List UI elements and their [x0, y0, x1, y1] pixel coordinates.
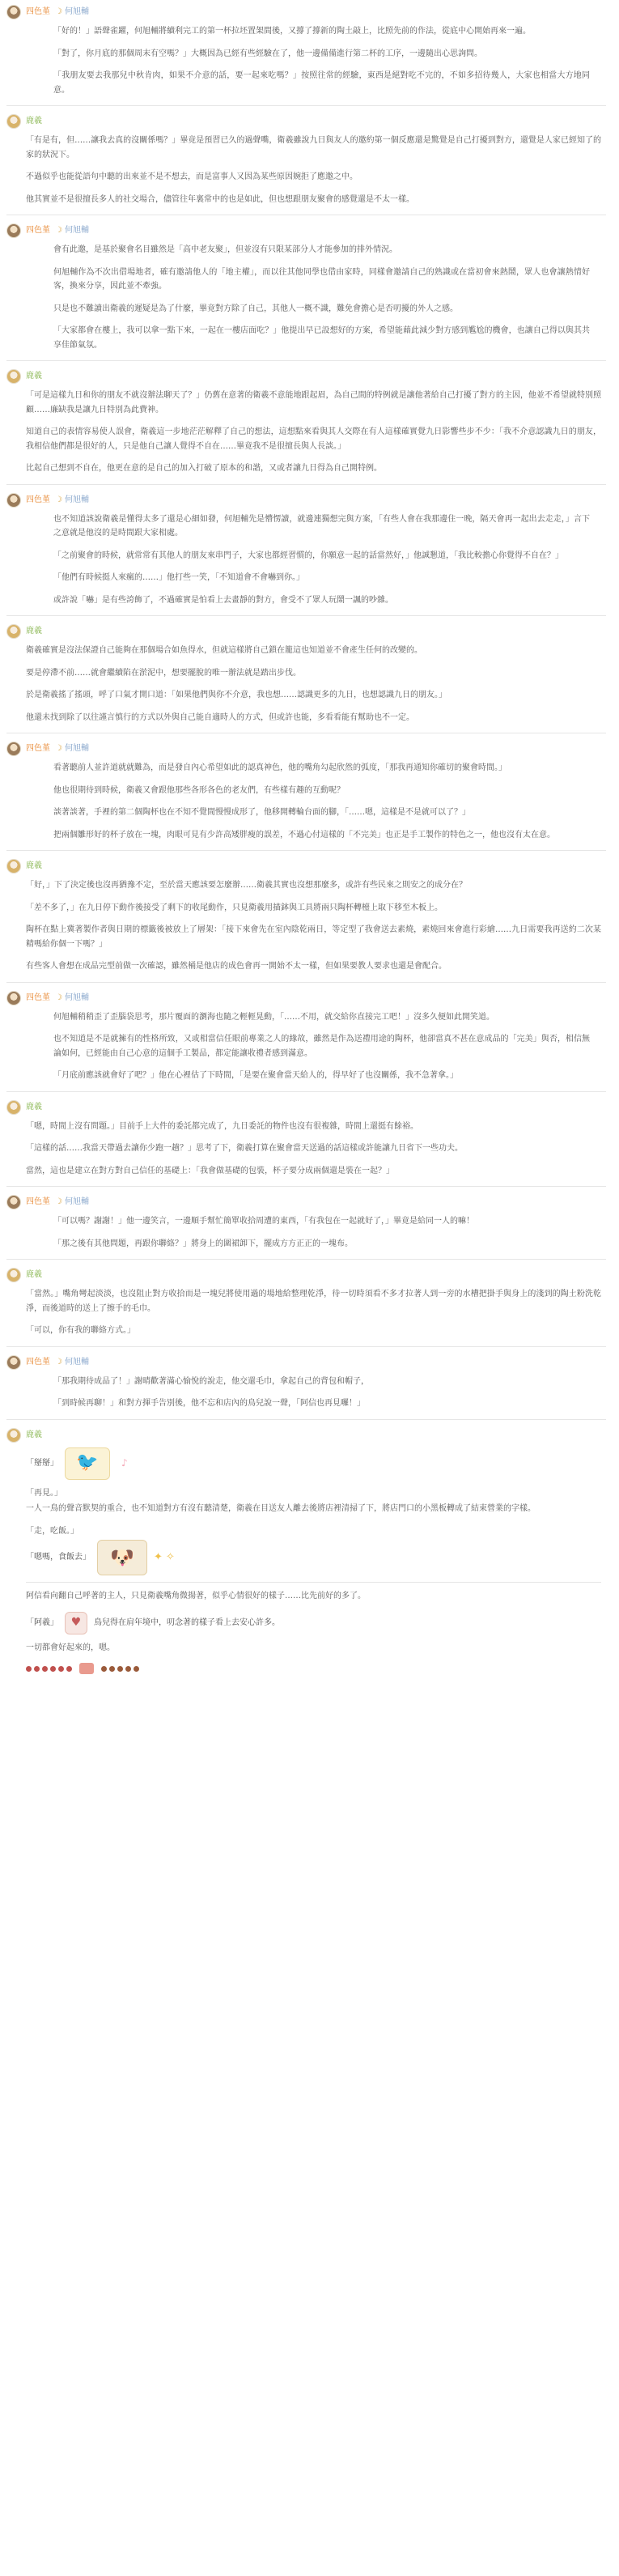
- dog-sticker-icon: 🐶: [97, 1540, 147, 1575]
- divider: [6, 1091, 606, 1092]
- post-paragraph: 「到時候再聊！」和對方揮手告別後，他不忘和店內的鳥兒說一聲，「阿信也再見囉！」: [53, 1399, 365, 1408]
- partner-name[interactable]: 何旭輔: [64, 1197, 89, 1207]
- post-paragraph: 「可是這樣九日和你的朋友不就沒辦法聊天了？」仍舊在意著的衛羲不意能地跟起眉，為自己間的特例就是讓他著給自己打擾了對方的主因，他並不希望就特別照顧……廉缺我是讓九日特別為此費神。: [26, 391, 601, 414]
- moon-icon: ☽: [55, 495, 62, 504]
- avatar[interactable]: [6, 493, 21, 508]
- post-paragraph: 「大家都會在樓上，我可以拿一點下來，一起在一樓店面吃？」他提出早已設想好的方案，希望能藉此減少對方感到尷尬的機會，也讓自己得以與其共享佳節氣氛。: [53, 326, 590, 350]
- post-paragraph: 會有此邀，是基於聚會名目雖然是「高中老友聚」，但並沒有只限某部分人才能參加的排外情況。: [53, 245, 397, 254]
- post: [6, 1193, 606, 1260]
- post-body: [6, 1447, 606, 1675]
- post-header: [6, 113, 606, 130]
- avatar[interactable]: [6, 5, 21, 19]
- avatar[interactable]: [6, 223, 21, 238]
- post-paragraph: 或許說「嚇」是有些誇飾了，不過確實是怕看上去畫靜的對方，會受不了眾人玩鬧一諷的吵雜。: [53, 595, 393, 605]
- music-note-icon: ♪: [121, 1457, 128, 1469]
- post-paragraph: 「他們有時候挺人來瘋的……」他打些一笑，「不知道會不會嚇到你。」: [53, 573, 304, 582]
- narration-paragraph: 阿信看向翻自己呼著的主人，只見衛羲嘴角微揚著，似乎心情很好的樣子……比先前好的多了。: [26, 1592, 366, 1600]
- post-paragraph: 比起自己想到不自在，他更在意的是自己的加入打破了原本的和諧，又或者讓九日得為自己開特例。: [26, 464, 382, 473]
- post-body: [6, 1375, 606, 1411]
- heart-icon: [66, 1666, 72, 1672]
- partner-name[interactable]: 何旭輔: [64, 495, 89, 504]
- post-paragraph: 有些客人會想在成品完型前做一次確認，雖然桶是他店的成色會再一開始不太一樣，但如果要教人要求也還是會配合。: [26, 962, 447, 971]
- post: [6, 3, 606, 106]
- author-name[interactable]: 四色堇: [26, 226, 50, 236]
- post-paragraph: 「那我期待成品了！」謝晴歡著滿心愉悅的說走，他交還毛巾，拿起自己的背包和帽子，: [53, 1376, 369, 1386]
- post: [6, 222, 606, 361]
- post: [6, 857, 606, 983]
- moon-icon: ☽: [55, 1197, 62, 1207]
- avatar[interactable]: [6, 114, 21, 129]
- post-header: [6, 623, 606, 640]
- post-paragraph: 「有是有，但……讓我去真的沒關係嗎？」畢竟是預習已久的過聲嘴，衛羲雖說九日與友人的邀約第一個反應還是驚覺是自己打擾到對方，還覺是人家已經知了的家的狀況下。: [26, 136, 601, 159]
- divider: [6, 1259, 606, 1260]
- emoji-row: [26, 1663, 601, 1674]
- post-list: [6, 3, 606, 1420]
- divider: [26, 1582, 601, 1583]
- avatar[interactable]: [6, 369, 21, 384]
- avatar[interactable]: [6, 1355, 21, 1370]
- post-header: [6, 857, 606, 875]
- dialogue-line: 「再見。」: [26, 1488, 62, 1498]
- divider: [6, 105, 606, 106]
- author-name[interactable]: 鹿羲: [26, 1102, 42, 1112]
- post-header: [6, 1354, 606, 1371]
- post: [6, 1099, 606, 1188]
- post-header: [6, 1266, 606, 1284]
- avatar[interactable]: [6, 624, 21, 639]
- post: [6, 740, 606, 851]
- post-paragraph: 看著聽前人並許道就就難為，而是發自內心希望如此的認真神色，他的嘴角勾起欣然的弧度，「那我再通知你確切的聚會時間。」: [53, 763, 507, 772]
- post-paragraph: 「可以嗎？謝謝！」他一邊笑言，一邊順手幫忙簡單收拾周遭的東西，「有我包在一起就好了，」畢竟是給同一人的嘛！: [53, 1217, 474, 1226]
- post-header: [6, 368, 606, 385]
- author-name[interactable]: 鹿羲: [26, 861, 42, 871]
- dialogue-line: 「掰掰」: [26, 1458, 58, 1468]
- heart-icon: [101, 1666, 107, 1672]
- post: [6, 113, 606, 215]
- heart-icon: [117, 1666, 123, 1672]
- post-header: [6, 222, 606, 240]
- partner-name[interactable]: 何旭輔: [64, 993, 89, 1002]
- post-body: [6, 243, 606, 352]
- divider: [6, 982, 606, 983]
- post-paragraph: 「對了，你月底的那個周末有空嗎？」大概因為已經有些經驗在了，他一邊備備進行第二杯的工序，一邊隨出心思詢問。: [53, 49, 482, 58]
- author-name[interactable]: 鹿羲: [26, 1270, 42, 1280]
- author-name[interactable]: 四色堇: [26, 495, 50, 504]
- dialogue-line: 「走，吃飯。」: [26, 1526, 78, 1536]
- avatar[interactable]: [6, 1100, 21, 1115]
- post-paragraph: 何旭輔作為不次出借場地者，確有邀請他人的「地主權」，而以往其他同學也借由家時，同樣會邀請自己的熟識或在當初會來熱鬧，眾人也會讓熱情好客，換來分享，因此並不牽強。: [53, 267, 590, 291]
- post-paragraph: 陶杯在點上冀著製作者與日期的標籤後被放上了層架：「接下來會先在室內陰乾兩日，等定型了我會送去素燒，素燒回來會進行彩繪……九日需要我再送約二次某精嗎給你個一下嗎？」: [26, 925, 601, 949]
- author-name[interactable]: 四色堇: [26, 744, 50, 754]
- post-paragraph: 「差不多了，」在九日停下動作後接受了剩下的收尾動作，只見衛羲用描鉢與工具將兩只陶杯轉檯上取下移至木板上。: [26, 903, 443, 912]
- post-paragraph: 要是停滯不前……就會繼續陷在淤泥中，想要擺脫的唯一辦法就是踏出步伐。: [26, 668, 301, 678]
- post-body: [6, 134, 606, 206]
- post: [6, 491, 606, 617]
- author-name[interactable]: 四色堇: [26, 1197, 50, 1207]
- post-paragraph: 衛羲確實是沒法保證自己能夠在那個場合如魚得水，但就這樣將自己鎖在籠這也知道並不會產生任何的改變的。: [26, 646, 422, 655]
- bird-sticker-icon: 🐦: [65, 1447, 110, 1480]
- author-name[interactable]: 鹿羲: [26, 372, 42, 381]
- dialogue-line: 「阿羲」: [26, 1617, 58, 1627]
- post-body: [6, 512, 606, 608]
- post: [6, 623, 606, 733]
- post-body: [6, 389, 606, 476]
- post-paragraph: 「月底前應該就會好了吧？」他在心裡估了下時間，「是要在聚會當天給人的，得早好了也沒關係，我不急著拿。」: [53, 1071, 458, 1080]
- avatar[interactable]: [6, 859, 21, 874]
- post-paragraph: 「當然。」嘴角彎起淡淡，也沒阻止對方收拾而是一塊兒將使用過的場地給整理乾淨，待一切時須看不多才拉著人到一旁的水槽把掛手與身上的淺到的陶土粉洗乾淨，而後道時的送上了擦手的毛巾。: [26, 1290, 601, 1313]
- post-paragraph: 於是衛羲搖了搖頭，呼了口氣才開口道：「如果他們與你不介意，我也想……認識更多的九日，也想認識九日的朋友。」: [26, 691, 447, 699]
- heart-icon: [42, 1666, 48, 1672]
- post-paragraph: 他還未找到除了以往謹言慎行的方式以外與自己能自適時人的方式，但或許也能，多看看能有幫助也不一定。: [26, 712, 414, 722]
- post-paragraph: 「之前聚會的時候，就常常有其他人的朋友來串門子，大家也都經習慣的，你願意一起的話當然好，」他誠懇道，「我比較擔心你覺得不自在？」: [53, 550, 563, 560]
- author-name[interactable]: 鹿羲: [26, 1430, 42, 1439]
- post-paragraph: 只是也不難讀出衛羲的遲疑是為了什麼，畢竟對方除了自己，其他人一概不識，難免會擔心是否叨擾的外人之感。: [53, 304, 458, 313]
- divider: [6, 484, 606, 485]
- moon-icon: ☽: [55, 226, 62, 236]
- post-paragraph: 「好的！」語聲雀躍，何旭輔將續利完工的第一杯拉坯置架間後，又撐了撐新的陶土敲上，比照先前的作法，從底中心開始再來一遍。: [53, 27, 531, 36]
- cake-icon: [79, 1663, 94, 1674]
- moon-icon: ☽: [55, 744, 62, 754]
- post-body: [6, 1214, 606, 1251]
- avatar[interactable]: [6, 1268, 21, 1282]
- post-body: [6, 24, 606, 97]
- divider: [6, 360, 606, 361]
- post-body: [6, 1010, 606, 1083]
- post: [6, 989, 606, 1092]
- divider: [6, 1419, 606, 1420]
- post-paragraph: 談著談著，手裡的第二個陶杯也在不知不覺間慢慢成形了，他移開轉輪台面的腳，「……嗯，這樣是不是就可以了？」: [53, 808, 470, 817]
- post-paragraph: 「好，」下了決定後也沒再猶豫不定，至於當天應該要怎麼辦……衛羲其實也沒想那麼多，或許有些民來之則安之的成分在？: [26, 881, 467, 890]
- avatar[interactable]: [6, 1195, 21, 1209]
- post-paragraph: 也不知道該說衛羲是懂得太多了還是心細如發，何旭輔先是懵愣讀，就邊連獨想完與方案，「有些人會在我那邊住一晚，隔天會再一起出去走走，」言下之意就是他沒的是時間跟大家相處。: [53, 514, 590, 538]
- moon-icon: ☽: [55, 993, 62, 1002]
- post-header: [6, 1099, 606, 1116]
- avatar[interactable]: [6, 1428, 21, 1443]
- post-header: [6, 3, 606, 21]
- parrot-sticker-icon: ♥: [65, 1612, 87, 1634]
- moon-icon: ☽: [55, 7, 62, 17]
- post-paragraph: 何旭輔稍稍歪了歪腦袋思考，那片覆面的瀏海也隨之輕輕晃動，「……不用，就交給你直接完工吧！」沒多久便如此開笑道。: [53, 1012, 494, 1022]
- post-paragraph: 他也很期待到時候，衛羲又會跟他那些各形各色的老友們，有些樣有趣的互動呢？: [53, 785, 345, 795]
- sparkle-icon: ✦ ✧: [154, 1550, 175, 1563]
- post-paragraph: 也不知道是不是就擁有的性格所致，又或相當信任眼前專業之人的緣故，雖然是作為送禮用途的陶杯，他卻當真不甚在意成品的「完美」與否，相信無論如何，已經能由自己心意的這個手工製品，都定能讓收禮者感到滿意。: [53, 1035, 590, 1058]
- heart-icon: [58, 1666, 64, 1672]
- divider: [6, 850, 606, 851]
- post-body: [6, 878, 606, 974]
- post-body: [6, 761, 606, 842]
- post: [6, 1354, 606, 1420]
- post: [6, 368, 606, 485]
- avatar[interactable]: [6, 991, 21, 1005]
- post-paragraph: 把兩個雛形好的杯子放在一塊，肉眼可見有少許高矮胖瘦的誤差，不過心付這樣的「不完美」也正是手工製作的特色之一，他也沒有太在意。: [53, 830, 555, 840]
- partner-name[interactable]: 何旭輔: [64, 1357, 89, 1367]
- author-name[interactable]: 四色堇: [26, 7, 50, 17]
- sticker-line: [26, 1540, 601, 1575]
- post-paragraph: 「可以，你有我的聯絡方式。」: [26, 1326, 135, 1335]
- final-post: [6, 1426, 606, 1675]
- sticker-line: [26, 1447, 601, 1480]
- narration-text: 鳥兒得在肩年境中，叨念著的樣子看上去安心許多。: [94, 1617, 280, 1627]
- divider: [6, 615, 606, 616]
- partner-name[interactable]: 何旭輔: [64, 744, 89, 754]
- divider: [6, 1186, 606, 1187]
- dialogue-line: 「嗯嗎，食飯去」: [26, 1553, 91, 1562]
- post-header: [6, 1193, 606, 1211]
- post: [6, 1266, 606, 1347]
- author-name[interactable]: 鹿羲: [26, 117, 42, 126]
- author-name[interactable]: 四色堇: [26, 1357, 50, 1367]
- author-name[interactable]: 四色堇: [26, 993, 50, 1002]
- post-body: [6, 1287, 606, 1338]
- moon-icon: ☽: [55, 1357, 62, 1367]
- divider: [6, 1346, 606, 1347]
- author-name[interactable]: 鹿羲: [26, 627, 42, 636]
- heart-icon: [125, 1666, 131, 1672]
- post-paragraph: 他其實並不是很擅長多人的社交場合，儘管往年裏常中的也是如此，但也想跟朋友聚會的感覺還是不太一樣。: [26, 194, 414, 204]
- post-header: [6, 989, 606, 1007]
- post-body: [6, 1120, 606, 1179]
- post-paragraph: 「我朋友要去我那兒中秋肯肉，如果不介意的話，要一起來吃嗎？」按照往常的經驗，東西是絕對吃不完的，不如多招待幾人，大家也相當大方地同意。: [53, 71, 590, 95]
- heart-icon: [134, 1666, 139, 1672]
- partner-name[interactable]: 何旭輔: [64, 7, 89, 17]
- post-header: [6, 740, 606, 758]
- post-body: [6, 644, 606, 725]
- heart-icon: [26, 1666, 32, 1672]
- post-paragraph: 知道自己的表情容易使人誤會，衛羲這一步地茫茫解釋了自己的想法，這想點來看與其人交際在有人這樣確實覺九日影響些步不少：「我不介意認識九日的朋友，我相信他們都是很好的人，只是他自己讓人覺得不自在……畢竟我不是很擅長與人長談。」: [26, 427, 601, 451]
- post-header: [6, 491, 606, 509]
- sticker-line: [26, 1612, 601, 1634]
- narration-paragraph: 一人一鳥的聲音默契的重合，也不知道對方有沒有聽清楚，衛羲在目送友人離去後將店裡清掃了下，將店門口的小黑板轉成了結束營業的字樣。: [26, 1504, 536, 1513]
- post-paragraph: 「嗯，時間上沒有問題。」目前手上大件的委託都完成了，九日委託的物件也沒有很複雜，時間上還挺有餘裕。: [26, 1121, 418, 1131]
- heart-icon: [109, 1666, 115, 1672]
- heart-icon: [50, 1666, 56, 1672]
- avatar[interactable]: [6, 742, 21, 756]
- post-paragraph: 「那之後有其他問題，再跟你聯絡？」將身上的圍裙卸下，擺成方方正正的一塊布。: [53, 1239, 353, 1248]
- partner-name[interactable]: 何旭輔: [64, 226, 89, 236]
- post-paragraph: 當然，這也是建立在對方對自己信任的基礎上：「我會做基礎的包裝，杯子要分成兩個還是裝在一起？」: [26, 1166, 394, 1175]
- post-paragraph: 不過似乎也能從語句中聽的出來並不是不想去，而是富事人又因為某些原因婉拒了應邀之中。: [26, 172, 358, 181]
- post-paragraph: 「這樣的話……我當天帶過去讓你少跑一趟？」思考了下，衛羲打算在聚會當天送過的話這樣或許能讓九日省下一些功夫。: [26, 1144, 463, 1153]
- heart-icon: [34, 1666, 40, 1672]
- post-header: [6, 1426, 606, 1444]
- closing-line: 一切都會好起來的，嗯。: [26, 1643, 115, 1652]
